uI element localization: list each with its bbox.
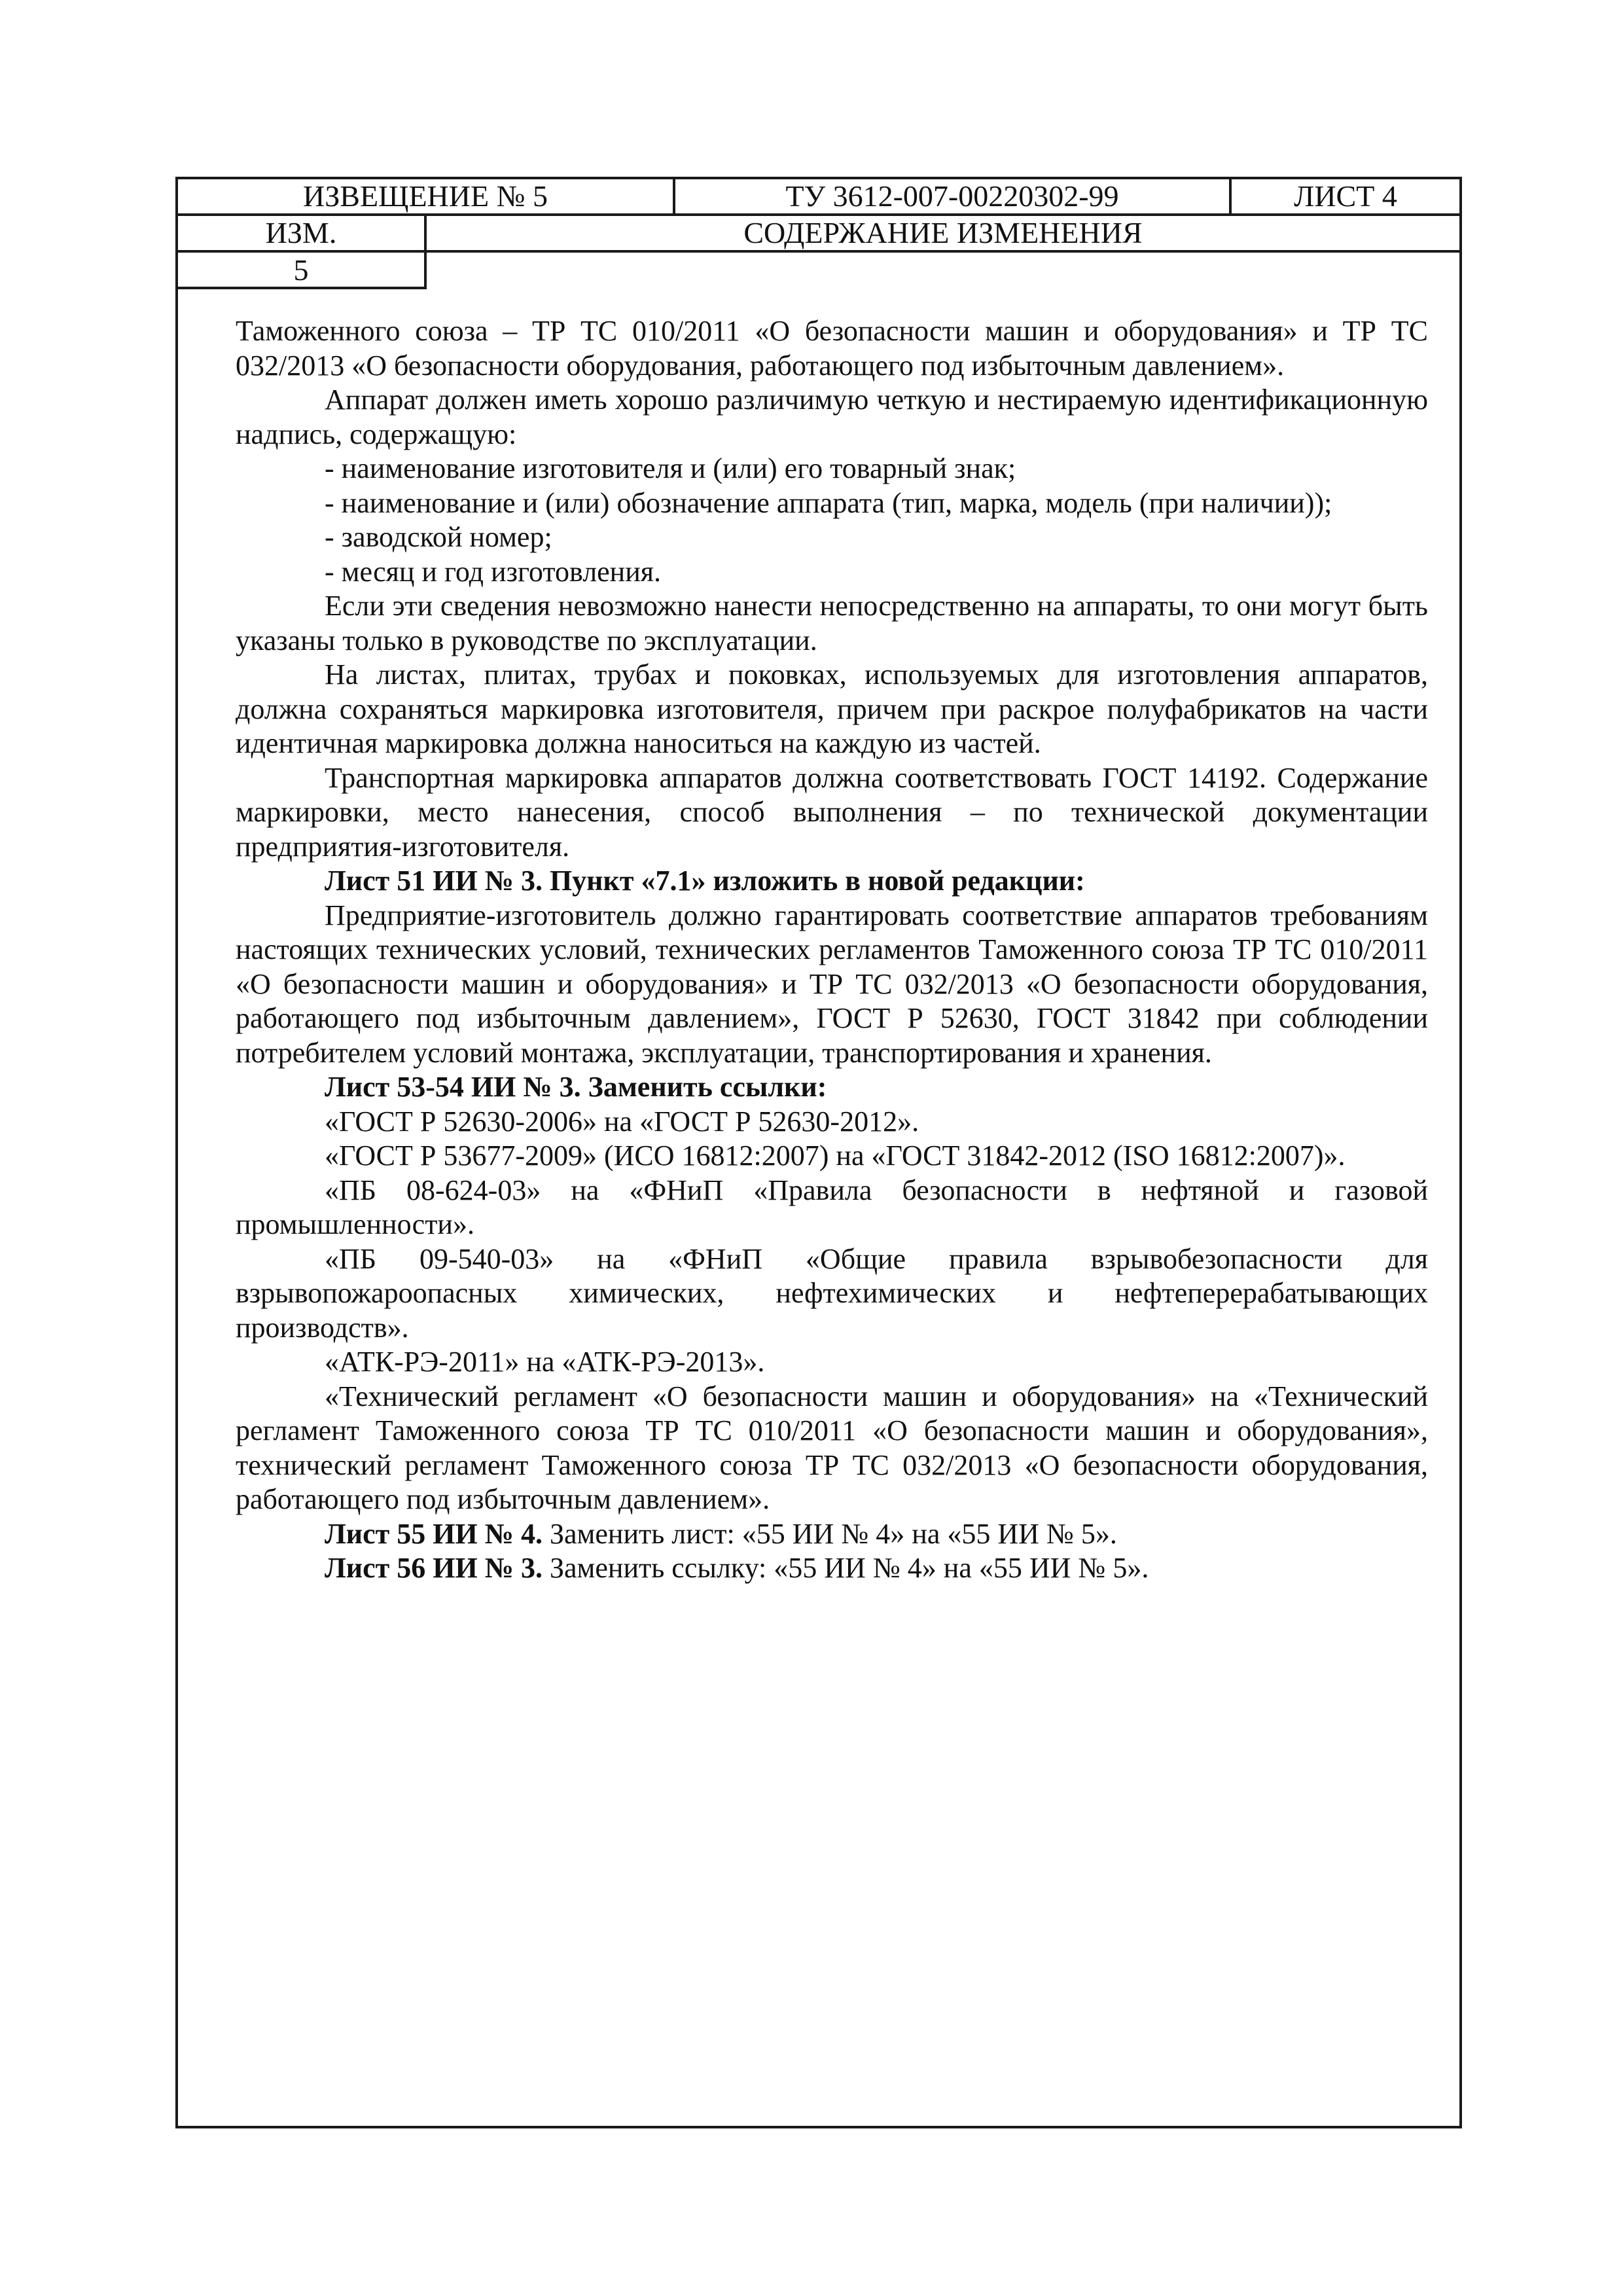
reference-item: «ПБ 09-540-03» на «ФНиП «Общие правила взрывобезопасности для взрывопожароопасных химических, нефтехимических и нефтеперерабатывающих производств». (236, 1242, 1428, 1344)
paragraph: Если эти сведения невозможно нанести непосредственно на аппараты, то они могут быть указаны только в руководстве по эксплуатации. (236, 590, 1428, 656)
change-text: Заменить лист: «55 ИИ № 4» на «55 ИИ № 5». (542, 1517, 1117, 1550)
paragraph: Аппарат должен иметь хорошо различимую четкую и нестираемую идентификационную надпись, содержащую: (236, 384, 1428, 450)
document-body (236, 314, 1428, 1586)
sheet-ref: Лист 56 ИИ № 3. (325, 1552, 543, 1584)
sheet-change (236, 1551, 1428, 1586)
notice-number: ИЗВЕЩЕНИЕ № 5 (178, 179, 675, 213)
document-frame (175, 177, 1462, 2128)
document-code: ТУ 3612-007-00220302-99 (675, 179, 1232, 213)
list-item: - наименование и (или) обозначение аппарата (тип, марка, модель (при наличии)); (325, 486, 1332, 519)
revision-label: ИЗМ. (178, 216, 427, 250)
change-text: Заменить ссылку: «55 ИИ № 4» на «55 ИИ № 5». (542, 1552, 1149, 1584)
section-heading (236, 864, 1428, 899)
header-row-1 (178, 179, 1459, 216)
section-heading (236, 1070, 1428, 1105)
sheet-change (236, 1517, 1428, 1552)
reference-item: «ГОСТ Р 52630-2006» на «ГОСТ Р 52630-2012». (325, 1105, 919, 1138)
header-row-2 (178, 216, 1459, 253)
heading-text: Лист 51 ИИ № 3. Пункт «7.1» изложить в новой редакции: (325, 865, 1085, 897)
paragraph: На листах, плитах, трубах и поковках, используемых для изготовления аппаратов, должна сохраняться маркировка изготовителя, причем при раскрое полуфабрикатов на части идентичная маркировка должна наноситься на каждую из частей. (236, 658, 1428, 759)
list-item: - наименование изготовителя и (или) его товарный знак; (325, 452, 1016, 484)
reference-item: «ПБ 08-624-03» на «ФНиП «Правила безопасности в нефтяной и газовой промышленности». (236, 1174, 1428, 1240)
list-item: - заводской номер; (325, 521, 552, 553)
paragraph: Таможенного союза – ТР ТС 010/2011 «О безопасности машин и оборудования» и ТР ТС 032/2013 «О безопасности оборудования, работающего под избыточным давлением». (236, 315, 1428, 382)
reference-item: «Технический регламент «О безопасности машин и оборудования» на «Технический регламент Таможенного союза ТР ТС 010/2011 «О безопасности машин и оборудования», технический регламент Таможенного союза ТР ТС 032/2013 «О безопасности оборудования, работающего под избыточным давлением». (236, 1380, 1428, 1515)
heading-text: Лист 53-54 ИИ № 3. Заменить ссылки: (325, 1071, 827, 1103)
sheet-ref: Лист 55 ИИ № 4. (325, 1517, 543, 1550)
paragraph: Транспортная маркировка аппаратов должна соответствовать ГОСТ 14192. Содержание маркировки, место нанесения, способ выполнения – по технической документации предприятия-изготовителя. (236, 761, 1428, 863)
reference-item: «АТК-РЭ-2011» на «АТК-РЭ-2013». (325, 1346, 765, 1378)
reference-item: «ГОСТ Р 53677-2009» (ИСО 16812:2007) на «ГОСТ 31842-2012 (ISO 16812:2007)». (325, 1139, 1346, 1172)
change-content-label: СОДЕРЖАНИЕ ИЗМЕНЕНИЯ (743, 216, 1143, 249)
paragraph: Предприятие-изготовитель должно гарантировать соответствие аппаратов требованиям настоящих технических условий, технических регламентов Таможенного союза ТР ТС 010/2011 «О безопасности машин и оборудования» и ТР ТС 032/2013 «О безопасности оборудования, работающего под избыточным давлением», ГОСТ Р 52630, ГОСТ 31842 при соблюдении потребителем условий монтажа, эксплуатации, транспортирования и хранения. (236, 899, 1428, 1069)
sheet-number: ЛИСТ 4 (1294, 179, 1397, 213)
revision-number: 5 (178, 253, 427, 289)
list-item: - месяц и год изготовления. (325, 555, 662, 588)
